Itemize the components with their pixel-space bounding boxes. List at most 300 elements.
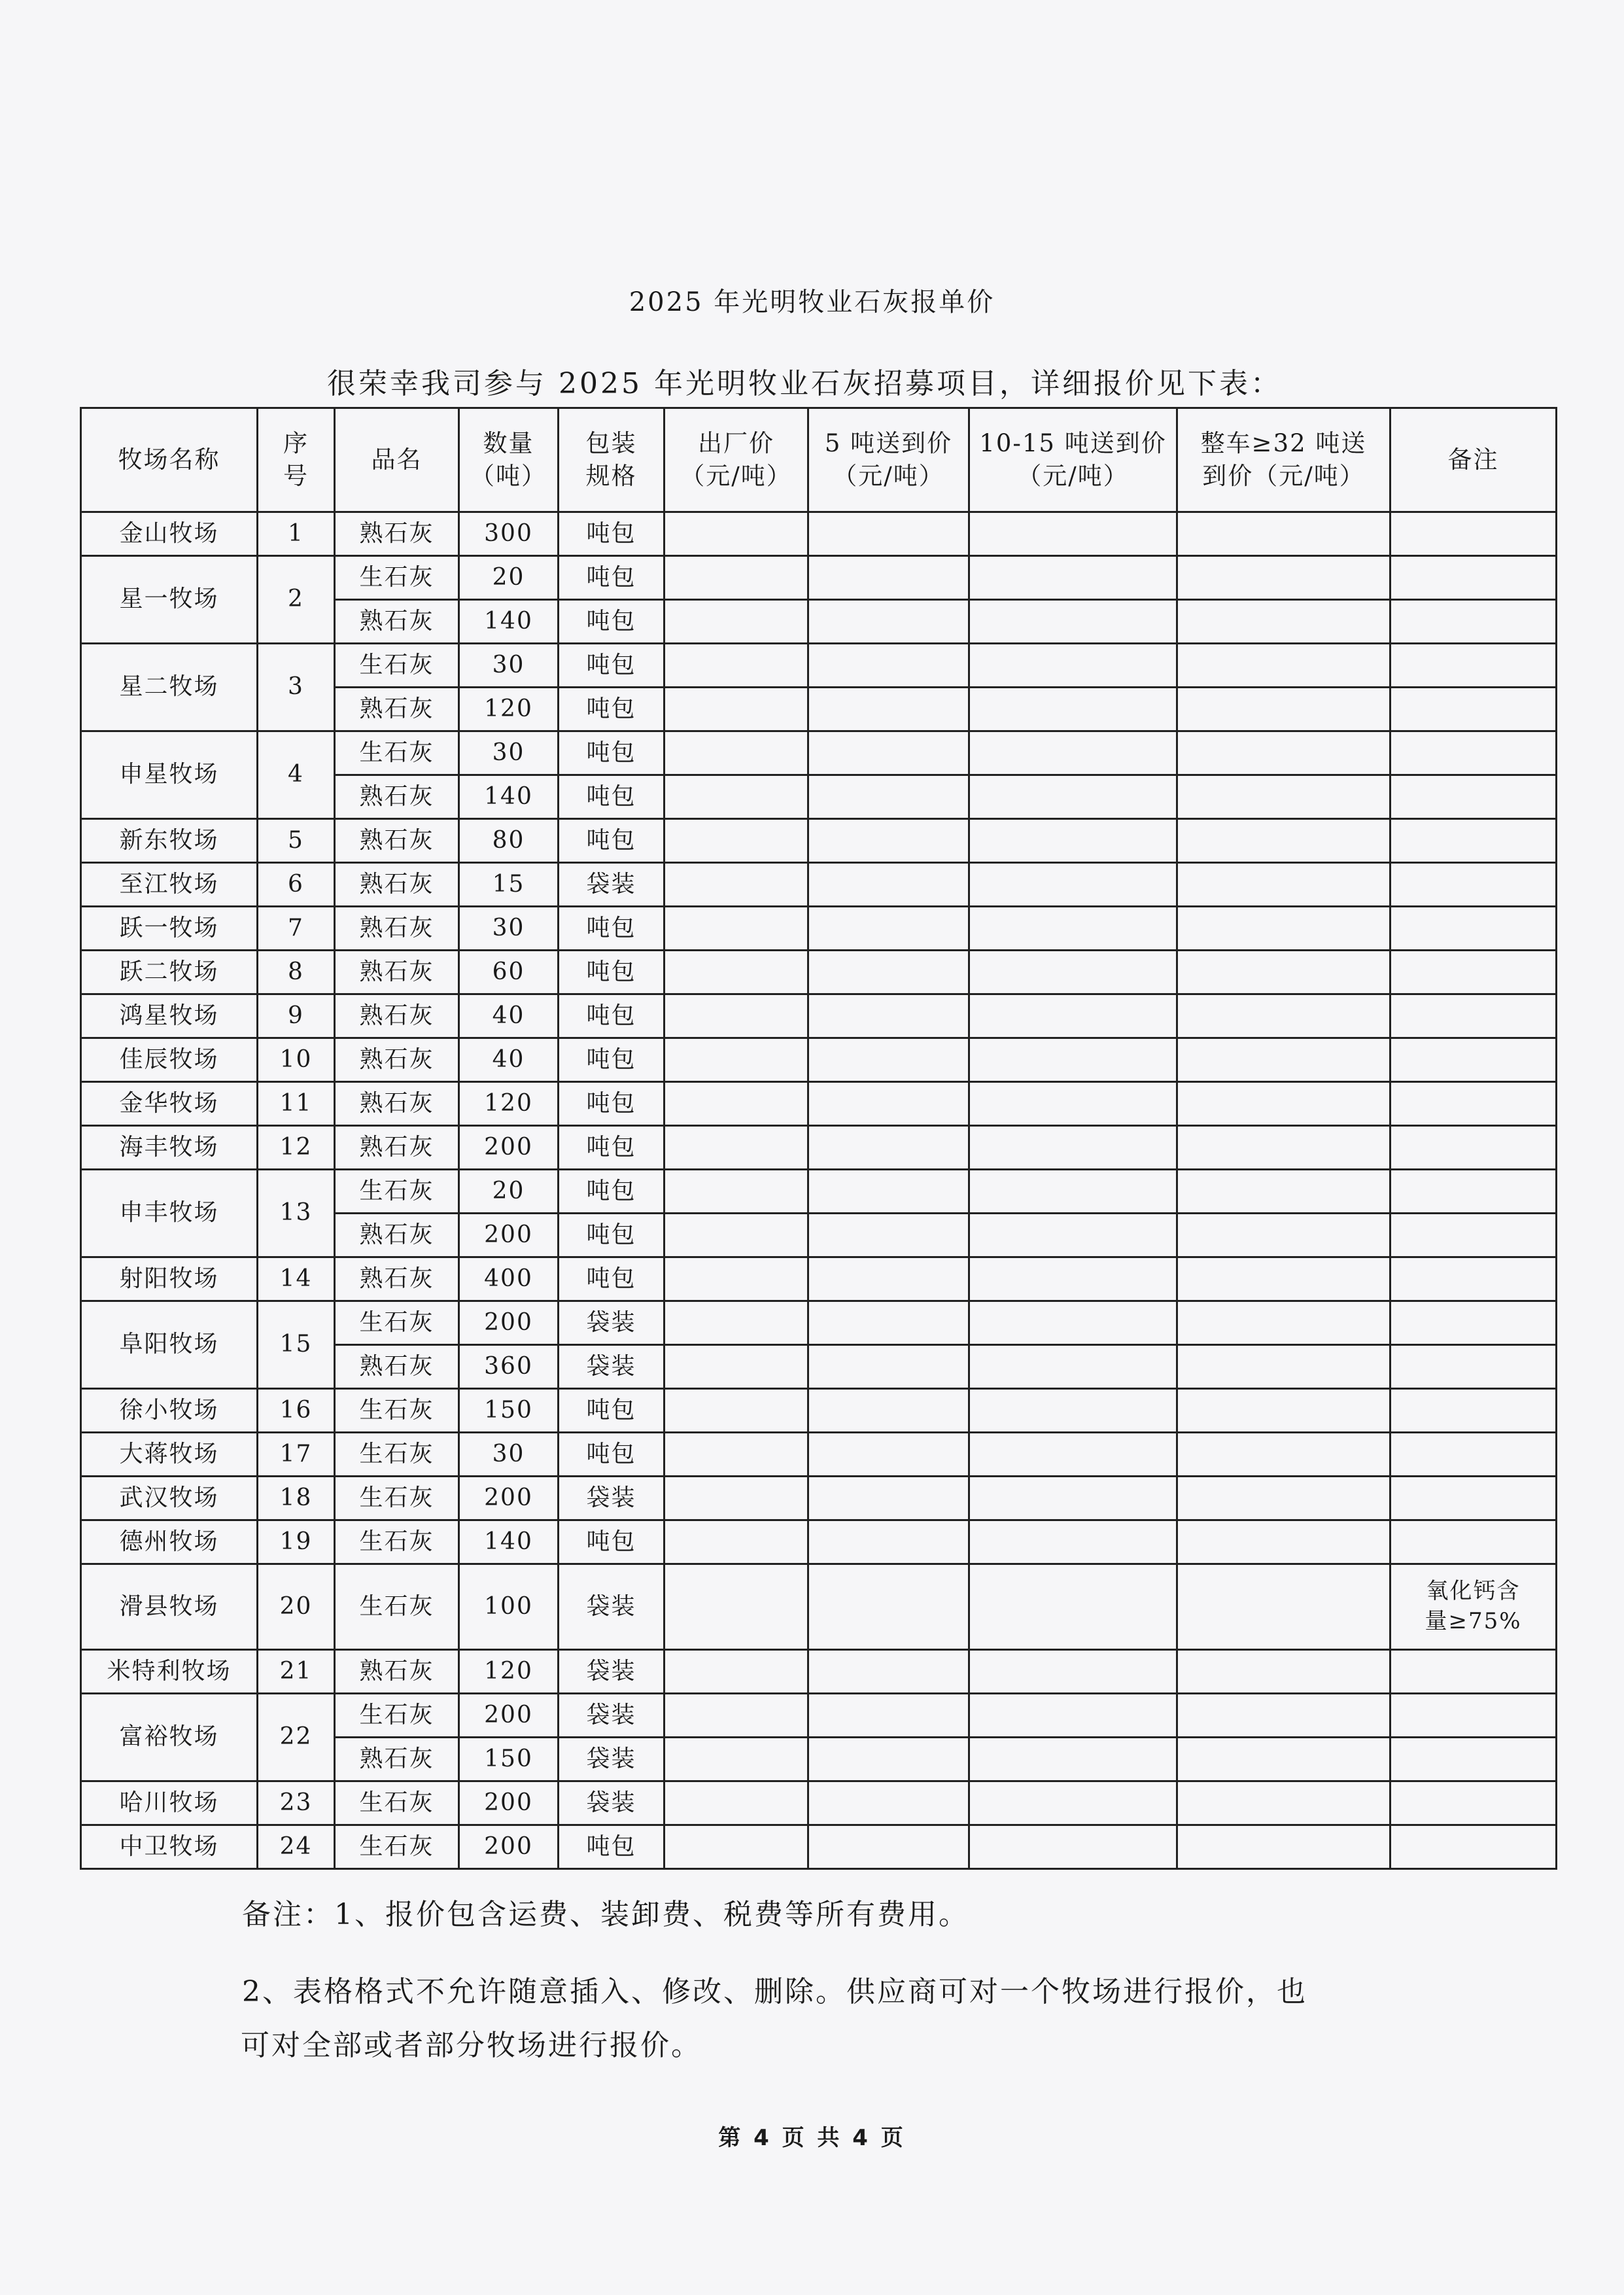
remark-cell — [1391, 1433, 1557, 1477]
product-cell: 熟石灰 — [335, 994, 459, 1038]
price-10-15t-cell — [969, 600, 1177, 644]
factory-price-cell — [665, 556, 808, 600]
product-cell: 熟石灰 — [335, 819, 459, 863]
factory-price-cell — [665, 775, 808, 819]
price-10-15t-cell — [969, 1038, 1177, 1082]
price-5t-cell — [808, 951, 969, 994]
remark-cell — [1391, 863, 1557, 907]
farm-name-cell: 跃二牧场 — [81, 951, 258, 994]
price-truck-cell — [1177, 1433, 1391, 1477]
remark-cell — [1391, 1301, 1557, 1345]
price-10-15t-cell — [969, 1257, 1177, 1301]
table-row — [81, 994, 1557, 1038]
price-5t-cell — [808, 1477, 969, 1520]
pack-cell: 吨包 — [559, 1520, 665, 1564]
header-pack: 包装 规格 — [559, 408, 665, 512]
remark-cell — [1391, 1738, 1557, 1781]
pack-cell: 袋装 — [559, 863, 665, 907]
qty-cell: 200 — [459, 1781, 559, 1825]
factory-price-cell — [665, 1781, 808, 1825]
qty-cell: 60 — [459, 951, 559, 994]
product-cell: 熟石灰 — [335, 907, 459, 951]
remark-cell — [1391, 644, 1557, 688]
qty-cell: 200 — [459, 1825, 559, 1869]
price-5t-cell — [808, 731, 969, 775]
pack-cell: 吨包 — [559, 731, 665, 775]
pack-cell: 吨包 — [559, 600, 665, 644]
remark-cell — [1391, 1389, 1557, 1433]
product-cell: 熟石灰 — [335, 1126, 459, 1170]
qty-cell: 300 — [459, 512, 559, 556]
table-row — [81, 1650, 1557, 1694]
qty-cell: 80 — [459, 819, 559, 863]
header-farm: 牧场名称 — [81, 408, 258, 512]
remark-cell: 氧化钙含 量≥75% — [1391, 1564, 1557, 1650]
price-10-15t-cell — [969, 688, 1177, 731]
qty-cell: 140 — [459, 1520, 559, 1564]
remark-cell — [1391, 951, 1557, 994]
price-5t-cell — [808, 1389, 969, 1433]
seq-cell: 20 — [258, 1564, 335, 1650]
price-5t-cell — [808, 907, 969, 951]
price-truck-cell — [1177, 1738, 1391, 1781]
pack-cell: 吨包 — [559, 1038, 665, 1082]
product-cell: 熟石灰 — [335, 600, 459, 644]
farm-name-cell: 新东牧场 — [81, 819, 258, 863]
qty-cell: 30 — [459, 731, 559, 775]
product-cell: 熟石灰 — [335, 951, 459, 994]
qty-cell: 200 — [459, 1126, 559, 1170]
product-cell: 熟石灰 — [335, 1738, 459, 1781]
seq-cell: 15 — [258, 1301, 335, 1389]
product-cell: 熟石灰 — [335, 1345, 459, 1389]
header-truck-price: 整车≥32 吨送 到价（元/吨） — [1177, 408, 1391, 512]
qty-cell: 360 — [459, 1345, 559, 1389]
seq-cell: 17 — [258, 1433, 335, 1477]
price-truck-cell — [1177, 951, 1391, 994]
table-row — [81, 1257, 1557, 1301]
remark-cell — [1391, 512, 1557, 556]
page-footer: 第 4 页 共 4 页 — [718, 2125, 906, 2151]
factory-price-cell — [665, 1650, 808, 1694]
table-row — [81, 1038, 1557, 1082]
seq-cell: 11 — [258, 1082, 335, 1126]
pack-cell: 袋装 — [559, 1738, 665, 1781]
price-5t-cell — [808, 1038, 969, 1082]
product-cell: 熟石灰 — [335, 1257, 459, 1301]
qty-cell: 200 — [459, 1694, 559, 1738]
remark-cell — [1391, 556, 1557, 600]
price-5t-cell — [808, 600, 969, 644]
price-10-15t-cell — [969, 1082, 1177, 1126]
table-row — [81, 512, 1557, 556]
qty-cell: 200 — [459, 1214, 559, 1257]
price-truck-cell — [1177, 1564, 1391, 1650]
product-cell: 熟石灰 — [335, 1082, 459, 1126]
farm-name-cell: 佳辰牧场 — [81, 1038, 258, 1082]
document-title: 2025 年光明牧业石灰报单价 — [629, 287, 995, 317]
factory-price-cell — [665, 1825, 808, 1869]
price-truck-cell — [1177, 863, 1391, 907]
table-row — [81, 1477, 1557, 1520]
pack-cell: 袋装 — [559, 1477, 665, 1520]
price-10-15t-cell — [969, 1170, 1177, 1214]
price-truck-cell — [1177, 1477, 1391, 1520]
pack-cell: 吨包 — [559, 1257, 665, 1301]
product-cell: 熟石灰 — [335, 775, 459, 819]
price-10-15t-cell — [969, 1781, 1177, 1825]
note-2-line-2: 可对全部或者部分牧场进行报价。 — [241, 2029, 702, 2062]
table-row — [81, 1126, 1557, 1170]
factory-price-cell — [665, 1257, 808, 1301]
seq-cell: 22 — [258, 1694, 335, 1781]
price-10-15t-cell — [969, 1477, 1177, 1520]
factory-price-cell — [665, 1082, 808, 1126]
qty-cell: 150 — [459, 1389, 559, 1433]
price-truck-cell — [1177, 1694, 1391, 1738]
qty-cell: 100 — [459, 1564, 559, 1650]
price-truck-cell — [1177, 1038, 1391, 1082]
product-cell: 生石灰 — [335, 1825, 459, 1869]
price-5t-cell — [808, 994, 969, 1038]
table-row — [81, 1301, 1557, 1345]
qty-cell: 20 — [459, 556, 559, 600]
remark-cell — [1391, 1345, 1557, 1389]
seq-cell: 23 — [258, 1781, 335, 1825]
seq-cell: 19 — [258, 1520, 335, 1564]
qty-cell: 15 — [459, 863, 559, 907]
header-product: 品名 — [335, 408, 459, 512]
product-cell: 生石灰 — [335, 556, 459, 600]
factory-price-cell — [665, 1477, 808, 1520]
price-10-15t-cell — [969, 1301, 1177, 1345]
note-1: 备注：1、报价包含运费、装卸费、税费等所有费用。 — [242, 1898, 969, 1931]
price-truck-cell — [1177, 1082, 1391, 1126]
price-5t-cell — [808, 1214, 969, 1257]
seq-cell: 6 — [258, 863, 335, 907]
remark-cell — [1391, 688, 1557, 731]
farm-name-cell: 申星牧场 — [81, 731, 258, 819]
pack-cell: 吨包 — [559, 556, 665, 600]
price-10-15t-cell — [969, 1389, 1177, 1433]
seq-cell: 13 — [258, 1170, 335, 1257]
farm-name-cell: 阜阳牧场 — [81, 1301, 258, 1389]
farm-name-cell: 金山牧场 — [81, 512, 258, 556]
factory-price-cell — [665, 1738, 808, 1781]
pack-cell: 吨包 — [559, 994, 665, 1038]
qty-cell: 30 — [459, 644, 559, 688]
pack-cell: 袋装 — [559, 1694, 665, 1738]
remark-cell — [1391, 600, 1557, 644]
qty-cell: 20 — [459, 1170, 559, 1214]
header-remark: 备注 — [1391, 408, 1557, 512]
price-truck-cell — [1177, 1389, 1391, 1433]
price-5t-cell — [808, 1694, 969, 1738]
farm-name-cell: 鸿星牧场 — [81, 994, 258, 1038]
pack-cell: 吨包 — [559, 644, 665, 688]
price-truck-cell — [1177, 1650, 1391, 1694]
qty-cell: 200 — [459, 1477, 559, 1520]
farm-name-cell: 富裕牧场 — [81, 1694, 258, 1781]
price-truck-cell — [1177, 1520, 1391, 1564]
remark-cell — [1391, 1694, 1557, 1738]
table-row — [81, 1694, 1557, 1738]
factory-price-cell — [665, 1345, 808, 1389]
price-5t-cell — [808, 556, 969, 600]
farm-name-cell: 哈川牧场 — [81, 1781, 258, 1825]
price-5t-cell — [808, 688, 969, 731]
pack-cell: 袋装 — [559, 1301, 665, 1345]
pack-cell: 吨包 — [559, 907, 665, 951]
header-factory-price: 出厂价 （元/吨） — [665, 408, 808, 512]
price-5t-cell — [808, 644, 969, 688]
farm-name-cell: 射阳牧场 — [81, 1257, 258, 1301]
price-10-15t-cell — [969, 775, 1177, 819]
price-truck-cell — [1177, 688, 1391, 731]
table-row — [81, 1520, 1557, 1564]
price-5t-cell — [808, 1433, 969, 1477]
price-10-15t-cell — [969, 1345, 1177, 1389]
farm-name-cell: 星一牧场 — [81, 556, 258, 644]
product-cell: 生石灰 — [335, 1301, 459, 1345]
price-5t-cell — [808, 1126, 969, 1170]
factory-price-cell — [665, 1301, 808, 1345]
price-truck-cell — [1177, 775, 1391, 819]
factory-price-cell — [665, 1564, 808, 1650]
price-10-15t-cell — [969, 1126, 1177, 1170]
remark-cell — [1391, 775, 1557, 819]
price-10-15t-cell — [969, 1433, 1177, 1477]
seq-cell: 16 — [258, 1389, 335, 1433]
farm-name-cell: 海丰牧场 — [81, 1126, 258, 1170]
pack-cell: 袋装 — [559, 1564, 665, 1650]
header-5t-price: 5 吨送到价 （元/吨） — [808, 408, 969, 512]
pack-cell: 吨包 — [559, 819, 665, 863]
remark-cell — [1391, 819, 1557, 863]
qty-cell: 200 — [459, 1301, 559, 1345]
pack-cell: 袋装 — [559, 1781, 665, 1825]
price-10-15t-cell — [969, 644, 1177, 688]
qty-cell: 400 — [459, 1257, 559, 1301]
seq-cell: 8 — [258, 951, 335, 994]
price-5t-cell — [808, 1257, 969, 1301]
product-cell: 熟石灰 — [335, 688, 459, 731]
qty-cell: 140 — [459, 600, 559, 644]
price-5t-cell — [808, 1082, 969, 1126]
price-10-15t-cell — [969, 951, 1177, 994]
product-cell: 生石灰 — [335, 1781, 459, 1825]
quote-table — [80, 407, 1557, 1870]
pack-cell: 袋装 — [559, 1345, 665, 1389]
remark-cell — [1391, 1214, 1557, 1257]
pack-cell: 吨包 — [559, 1170, 665, 1214]
seq-cell: 7 — [258, 907, 335, 951]
factory-price-cell — [665, 1038, 808, 1082]
table-row — [81, 556, 1557, 600]
pack-cell: 吨包 — [559, 1825, 665, 1869]
farm-name-cell: 滑县牧场 — [81, 1564, 258, 1650]
product-cell: 生石灰 — [335, 1520, 459, 1564]
remark-cell — [1391, 907, 1557, 951]
seq-cell: 21 — [258, 1650, 335, 1694]
price-10-15t-cell — [969, 1738, 1177, 1781]
seq-cell: 4 — [258, 731, 335, 819]
notes-section — [242, 1888, 1406, 2073]
farm-name-cell: 中卫牧场 — [81, 1825, 258, 1869]
farm-name-cell: 武汉牧场 — [81, 1477, 258, 1520]
price-5t-cell — [808, 863, 969, 907]
price-10-15t-cell — [969, 819, 1177, 863]
header-seq: 序 号 — [258, 408, 335, 512]
pack-cell: 吨包 — [559, 951, 665, 994]
pack-cell: 吨包 — [559, 775, 665, 819]
pack-cell: 吨包 — [559, 1389, 665, 1433]
table-row — [81, 907, 1557, 951]
remark-cell — [1391, 1038, 1557, 1082]
qty-cell: 40 — [459, 994, 559, 1038]
table-row — [81, 1389, 1557, 1433]
pack-cell: 吨包 — [559, 1214, 665, 1257]
factory-price-cell — [665, 951, 808, 994]
farm-name-cell: 大蒋牧场 — [81, 1433, 258, 1477]
farm-name-cell: 星二牧场 — [81, 644, 258, 731]
seq-cell: 3 — [258, 644, 335, 731]
farm-name-cell: 申丰牧场 — [81, 1170, 258, 1257]
header-10-15t-price: 10-15 吨送到价 （元/吨） — [969, 408, 1177, 512]
factory-price-cell — [665, 512, 808, 556]
price-truck-cell — [1177, 556, 1391, 600]
price-truck-cell — [1177, 512, 1391, 556]
price-10-15t-cell — [969, 1520, 1177, 1564]
pack-cell: 吨包 — [559, 1082, 665, 1126]
price-5t-cell — [808, 1520, 969, 1564]
factory-price-cell — [665, 600, 808, 644]
price-5t-cell — [808, 1781, 969, 1825]
remark-cell — [1391, 1781, 1557, 1825]
price-5t-cell — [808, 512, 969, 556]
pack-cell: 吨包 — [559, 1126, 665, 1170]
price-truck-cell — [1177, 1170, 1391, 1214]
qty-cell: 120 — [459, 1082, 559, 1126]
remark-cell — [1391, 1170, 1557, 1214]
factory-price-cell — [665, 1214, 808, 1257]
note-2-line-1: 2、表格格式不允许随意插入、修改、删除。供应商可对一个牧场进行报价，也 — [242, 1975, 1307, 2008]
price-10-15t-cell — [969, 863, 1177, 907]
table-row — [81, 1170, 1557, 1214]
price-5t-cell — [808, 1170, 969, 1214]
price-truck-cell — [1177, 819, 1391, 863]
price-truck-cell — [1177, 1345, 1391, 1389]
table-row — [81, 951, 1557, 994]
price-truck-cell — [1177, 1301, 1391, 1345]
price-5t-cell — [808, 1825, 969, 1869]
product-cell: 生石灰 — [335, 1433, 459, 1477]
factory-price-cell — [665, 863, 808, 907]
price-10-15t-cell — [969, 556, 1177, 600]
qty-cell: 150 — [459, 1738, 559, 1781]
product-cell: 生石灰 — [335, 731, 459, 775]
price-10-15t-cell — [969, 907, 1177, 951]
price-10-15t-cell — [969, 1825, 1177, 1869]
seq-cell: 2 — [258, 556, 335, 644]
product-cell: 生石灰 — [335, 1389, 459, 1433]
product-cell: 熟石灰 — [335, 863, 459, 907]
table-row — [81, 1781, 1557, 1825]
factory-price-cell — [665, 1126, 808, 1170]
price-truck-cell — [1177, 1257, 1391, 1301]
factory-price-cell — [665, 644, 808, 688]
factory-price-cell — [665, 1170, 808, 1214]
farm-name-cell: 德州牧场 — [81, 1520, 258, 1564]
price-truck-cell — [1177, 600, 1391, 644]
qty-cell: 120 — [459, 1650, 559, 1694]
price-5t-cell — [808, 1650, 969, 1694]
remark-cell — [1391, 731, 1557, 775]
qty-cell: 30 — [459, 907, 559, 951]
product-cell: 生石灰 — [335, 1564, 459, 1650]
price-10-15t-cell — [969, 994, 1177, 1038]
price-truck-cell — [1177, 1781, 1391, 1825]
farm-name-cell: 金华牧场 — [81, 1082, 258, 1126]
price-truck-cell — [1177, 644, 1391, 688]
pack-cell: 吨包 — [559, 688, 665, 731]
factory-price-cell — [665, 1389, 808, 1433]
remark-cell — [1391, 994, 1557, 1038]
qty-cell: 40 — [459, 1038, 559, 1082]
seq-cell: 5 — [258, 819, 335, 863]
remark-cell — [1391, 1650, 1557, 1694]
product-cell: 生石灰 — [335, 644, 459, 688]
seq-cell: 1 — [258, 512, 335, 556]
product-cell: 熟石灰 — [335, 1214, 459, 1257]
table-row — [81, 1825, 1557, 1869]
pack-cell: 袋装 — [559, 1650, 665, 1694]
price-truck-cell — [1177, 907, 1391, 951]
farm-name-cell: 跃一牧场 — [81, 907, 258, 951]
product-cell: 熟石灰 — [335, 1038, 459, 1082]
remark-cell — [1391, 1126, 1557, 1170]
table-header-row — [81, 408, 1557, 512]
pack-cell: 吨包 — [559, 1433, 665, 1477]
factory-price-cell — [665, 907, 808, 951]
table-row — [81, 819, 1557, 863]
price-10-15t-cell — [969, 731, 1177, 775]
pack-cell: 吨包 — [559, 512, 665, 556]
price-5t-cell — [808, 1301, 969, 1345]
price-truck-cell — [1177, 1825, 1391, 1869]
price-5t-cell — [808, 1738, 969, 1781]
price-5t-cell — [808, 819, 969, 863]
factory-price-cell — [665, 688, 808, 731]
table-row — [81, 1564, 1557, 1650]
price-truck-cell — [1177, 731, 1391, 775]
price-5t-cell — [808, 1345, 969, 1389]
seq-cell: 24 — [258, 1825, 335, 1869]
farm-name-cell: 徐小牧场 — [81, 1389, 258, 1433]
table-row — [81, 731, 1557, 775]
price-10-15t-cell — [969, 1694, 1177, 1738]
table-row — [81, 1433, 1557, 1477]
seq-cell: 18 — [258, 1477, 335, 1520]
factory-price-cell — [665, 1433, 808, 1477]
remark-cell — [1391, 1082, 1557, 1126]
table-row — [81, 644, 1557, 688]
qty-cell: 30 — [459, 1433, 559, 1477]
price-truck-cell — [1177, 1214, 1391, 1257]
price-truck-cell — [1177, 1126, 1391, 1170]
qty-cell: 140 — [459, 775, 559, 819]
table-row — [81, 1082, 1557, 1126]
